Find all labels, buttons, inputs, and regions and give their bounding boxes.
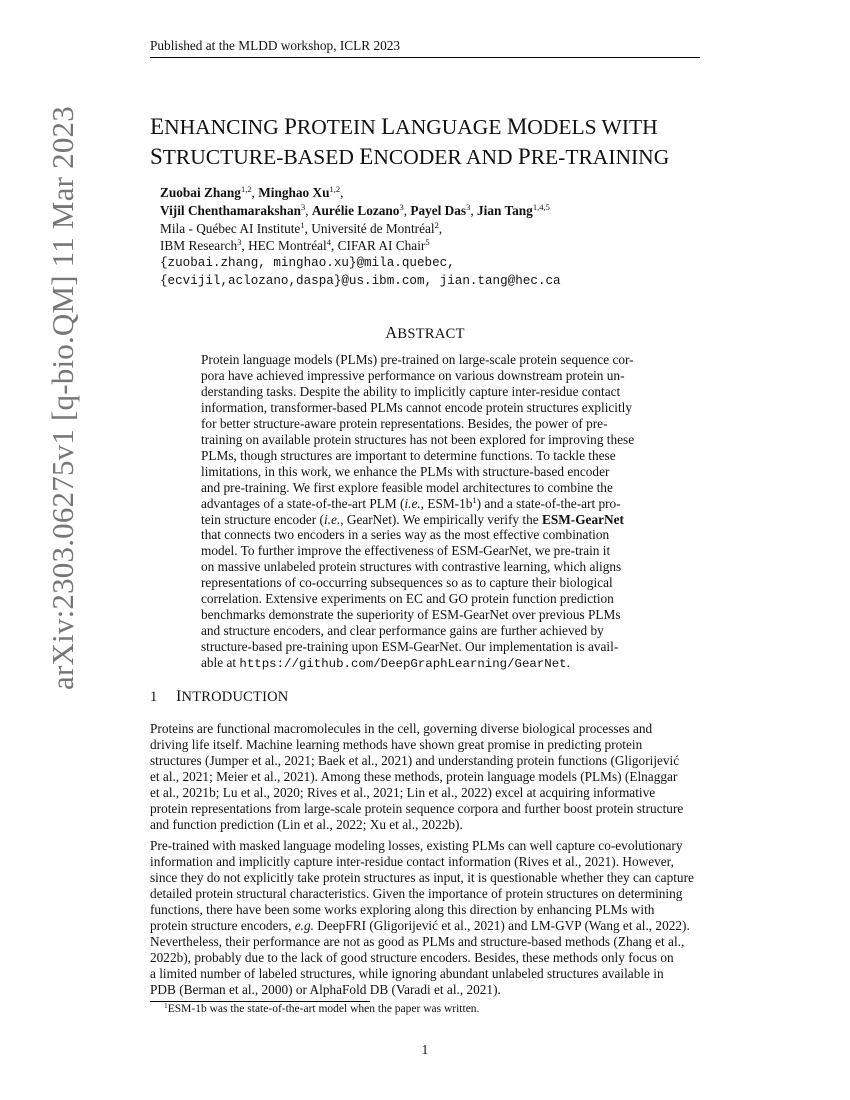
title-word: S (150, 144, 163, 169)
author-name: Vijil Chenthamarakshan (160, 202, 301, 218)
affil-mark: 5 (425, 237, 430, 248)
abstract-line: on massive unlabeled protein structures with contrastive learning, which aligns (201, 559, 622, 575)
paragraph-line: detailed protein structural characteristics. Given the importance of protein structures on determining (150, 885, 683, 901)
affiliation: IBM Research (160, 238, 238, 254)
paragraph-line: Proteins are functional macromolecules in the cell, governing diverse biological processes and (150, 721, 653, 736)
text: , ESM-1b (420, 495, 473, 511)
title-word: NHANCING (164, 115, 279, 139)
intro-paragraph (150, 721, 701, 833)
title-word: M (506, 114, 528, 139)
affiliation: Université de Montréal (311, 220, 435, 236)
title-line-2 (150, 142, 710, 172)
abstract-heading (0, 323, 850, 343)
affiliation-line: IBM Research$^3$, HEC Montréal$^4$, CIFAR AI Chair$^5$ (160, 237, 430, 254)
title-word: ODELS WITH (527, 115, 658, 139)
abstract-line: and structure encoders, and clear performance gains are further achieved by (201, 623, 604, 639)
author-affil-mark: 1,4,5 (532, 201, 550, 212)
author-affil-mark: 3 (466, 201, 471, 212)
abstract-line: benchmarks demonstrate the superiority of ESM-GearNet over previous PLMs (201, 607, 621, 623)
author-name: Jian Tang (477, 202, 533, 218)
abstract-line: Protein language models (PLMs) pre-trained on large-scale protein sequence cor- (201, 352, 634, 367)
abstract-line: limitations, in this work, we enhance the PLMs with structure-based encoder (201, 463, 610, 479)
paragraph-line: a limited number of labeled structures, while ignoring abundant unlabeled structures available in (150, 965, 664, 981)
paragraph-line: functions, there have been some works exploring along this direction by enhancing PLMs with (150, 901, 655, 917)
abstract-line: structure-based pre-training upon ESM-GearNet. Our implementation is avail- (201, 639, 619, 655)
author-block (160, 184, 720, 291)
author-affil-mark: 3 (399, 201, 404, 212)
title-word: RE-TRAINING (530, 145, 670, 169)
text: DeepFRI (Gligorijević et al., 2021) and LM-GVP (Wang et al., 2022). (313, 917, 690, 933)
page-number: 1 (421, 1042, 429, 1057)
title-word: L (381, 114, 396, 139)
footnote-text: ESM-1b was the state-of-the-art model when the paper was written. (167, 1003, 480, 1015)
abstract-line (201, 655, 650, 673)
title-word: P (517, 144, 531, 169)
affiliation-line: Mila - Québec AI Institute$^1$, Université de Montréal$^2$, (160, 219, 443, 236)
email-line: {zuobai.zhang, minghao.xu}@mila.quebec, (160, 256, 455, 271)
footnote-mark: 1 (164, 1001, 168, 1010)
affil-mark: 3 (237, 237, 242, 248)
footnote (164, 1003, 479, 1015)
abstract-line: correlation. Extensive experiments on EC and GO protein function prediction (201, 591, 614, 607)
paragraph-line: 2022b), probably due to the lack of good structure encoders. Besides, these methods only focus on (150, 949, 674, 965)
paragraph-line: since they do not explicitly take protein structures as input, it is questionable whether they can capture (150, 869, 694, 885)
title-word: E (150, 114, 165, 139)
author-line: Zuobai Zhang$^{1,2}$, Minghao Xu$^{1,2}$, (160, 184, 344, 200)
author-affil-mark: 1,2 (329, 184, 341, 194)
author-name: Zuobai Zhang (160, 185, 241, 200)
text-italic: i.e. (404, 495, 421, 511)
section-number: 1 (150, 689, 158, 705)
header-rule (150, 57, 700, 58)
code-url-link[interactable]: https://github.com/DeepGraphLearning/GearNet (239, 657, 567, 672)
abstract-line: and pre-training. We first explore feasible model architectures to combine the (201, 479, 613, 495)
section-title-rest: NTRODUCTION (181, 689, 289, 705)
arxiv-stamp: arXiv:2303.06275v1 [q-bio.QM] 11 Mar 2023 (45, 106, 80, 690)
heading-rest: BSTRACT (397, 326, 465, 342)
abstract-line: derstanding tasks. Despite the ability to implicitly capture inter-residue contact (201, 383, 621, 399)
title-line-1 (150, 112, 710, 142)
title-word: ROTEIN (296, 115, 376, 139)
email: {ecvijil,aclozano,daspa}@us.ibm.com, (160, 273, 433, 288)
text: , GearNet). We empirically verify the (340, 511, 542, 527)
title-word: TRUCTURE-BASED (162, 145, 354, 169)
text: protein structure encoders, (150, 917, 295, 933)
abstract-line (201, 496, 650, 512)
paragraph-line: PDB (Berman et al., 2000) or AlphaFold DB (Varadi et al., 2021). (150, 981, 501, 997)
paragraph-line: structures (Jumper et al., 2021; Baek et al., 2021) and understanding protein functions (Gligorijević (150, 752, 680, 768)
text: . (566, 655, 570, 671)
heading-cap: A (385, 323, 398, 342)
abstract-line: PLMs, though structures are important to determine functions. To tackle these (201, 447, 616, 463)
intro-paragraph (150, 838, 701, 998)
paragraph-line: et al., 2021; Meier et al., 2021). Among these methods, protein language models (PLMs) (Elnaggar (150, 768, 678, 784)
affil-mark: 4 (326, 237, 331, 248)
title-word: NCODER AND (373, 145, 513, 169)
footnote-mark: 1 (472, 494, 477, 505)
paragraph-line: Pre-trained with masked language modeling losses, existing PLMs can well capture co-evolutionary (150, 838, 683, 853)
abstract-line: model. To further improve the effectiveness of ESM-GearNet, we pre-train it (201, 543, 611, 559)
affil-mark: 2 (434, 219, 439, 230)
affiliation: HEC Montréal (248, 238, 327, 254)
paragraph-line: information and implicitly capture inter-residue contact information (Rives et al., 2021). However, (150, 853, 674, 869)
author-name: Aurélie Lozano (311, 202, 400, 218)
footnote-rule (150, 1001, 370, 1002)
title-word: ANGUAGE (395, 115, 502, 139)
paragraph-line: et al., 2021b; Lu et al., 2020; Rives et al., 2021; Lin et al., 2022) excel at acquiring informative (150, 784, 656, 800)
paragraph-line: driving life itself. Machine learning methods have shown great promise in predicting protein (150, 736, 643, 752)
text: able at (201, 655, 240, 671)
paragraph-line (150, 918, 701, 934)
abstract-line: for better structure-aware protein representations. Besides, the power of pre- (201, 415, 608, 431)
abstract-line: that connects two encoders in a series way as the most effective combination (201, 527, 610, 543)
abstract-line: pora have achieved impressive performance on various downstream protein un- (201, 367, 625, 383)
affil-mark: 1 (300, 219, 305, 230)
author-line: Vijil Chenthamarakshan$^3$, Aurélie Lozano$^3$, Payel Das$^3$, Jian Tang$^{1,4,5}$ (160, 201, 550, 218)
abstract-line: representations of co-occurring subsequences so as to capture their biological (201, 575, 613, 591)
text: tein structure encoder ( (201, 511, 324, 527)
section-heading (150, 688, 288, 706)
text: advantages of a state-of-the-art PLM ( (201, 495, 405, 511)
author-affil-mark: 1,2 (240, 184, 252, 194)
email: jian.tang@hec.ca (439, 273, 561, 288)
text-italic: e.g. (294, 917, 314, 933)
title-word: P (284, 114, 297, 139)
running-header: Published at the MLDD workshop, ICLR 2023 (150, 38, 401, 53)
paragraph-line: and function prediction (Lin et al., 2022; Xu et al., 2022b). (150, 816, 463, 832)
abstract-line: training on available protein structures has not been explored for improving these (201, 431, 635, 447)
paragraph-line: Nevertheless, their performance are not as good as PLMs and structure-based methods (Zhang et al., (150, 933, 685, 949)
abstract-line (201, 512, 650, 528)
paper-title (150, 112, 710, 172)
text-italic: i.e. (323, 511, 341, 527)
abstract-line: information, transformer-based PLMs cannot encode protein structures explicitly (201, 399, 633, 415)
text-bold: ESM-GearNet (541, 511, 624, 527)
email-line (160, 273, 720, 291)
abstract-body (201, 352, 650, 673)
author-name: Payel Das (410, 202, 467, 218)
author-name: Minghao Xu (258, 185, 330, 200)
affiliation: CIFAR AI Chair (337, 238, 426, 254)
title-word: E (359, 144, 374, 169)
paragraph-line: protein representations from large-scale protein sequence corpora and further boost protein structure (150, 800, 684, 816)
affiliation: Mila - Québec AI Institute (160, 220, 301, 236)
section-title-cap: I (176, 688, 182, 705)
author-affil-mark: 3 (301, 201, 306, 212)
text: ) and a state-of-the-art pro- (476, 495, 621, 511)
